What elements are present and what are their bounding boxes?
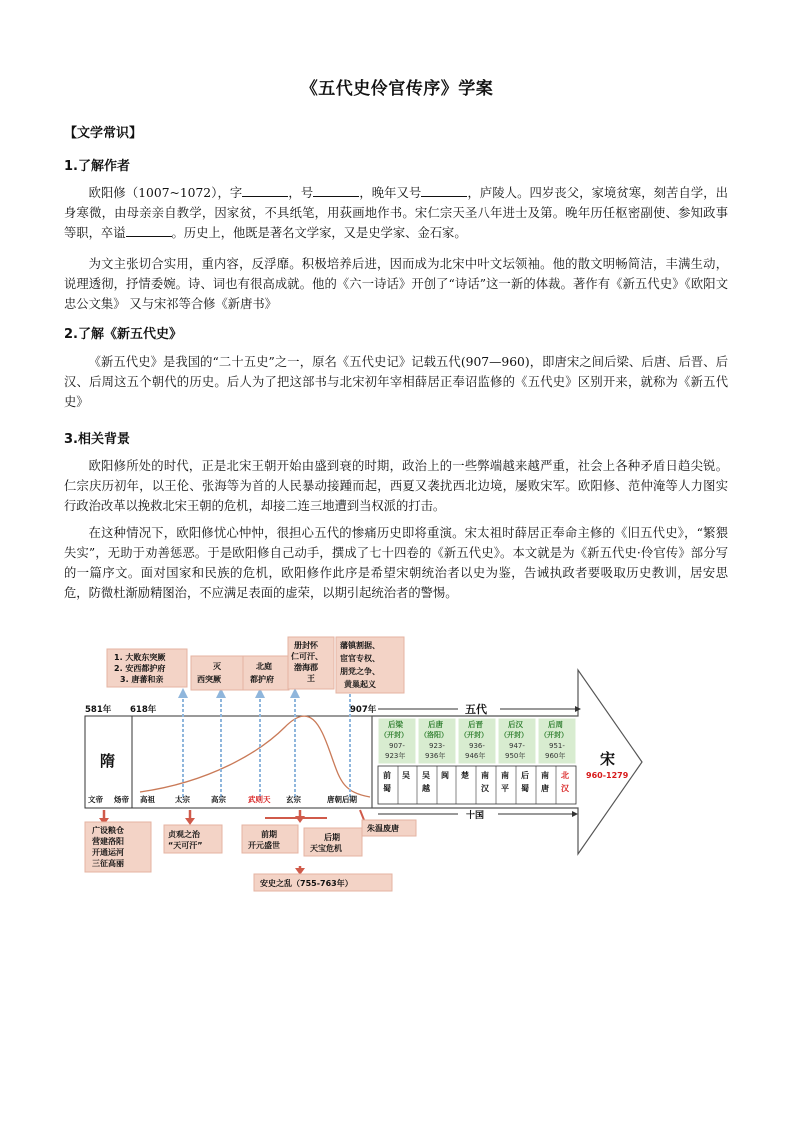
svg-text:天宝危机: 天宝危机 [310, 844, 342, 853]
page-title: 《五代史伶官传序》学案 [300, 79, 494, 99]
svg-text:黄巢起义: 黄巢起义 [344, 680, 376, 689]
section-header: 【文学常识】 [64, 126, 143, 141]
svg-text:朋党之争、: 朋党之争、 [340, 667, 380, 676]
bottom-box-yangdi [85, 822, 151, 872]
song-years: 960-1279 [586, 771, 629, 780]
bottom-box-kaiyuan [242, 825, 298, 853]
svg-text:936-: 936- [469, 742, 485, 750]
svg-text:后晋: 后晋 [468, 720, 483, 729]
kingdom-qianshu-1: 前 [383, 771, 391, 780]
svg-text:后期: 后期 [324, 833, 340, 842]
svg-text:仁可汗、: 仁可汗、 [291, 652, 323, 661]
blank-shi [126, 224, 172, 237]
top-box-late-tang [336, 637, 404, 693]
top-box-taizong [107, 649, 187, 687]
bottom-box-zhuwen [362, 820, 416, 836]
kingdom-nanping-2: 平 [501, 784, 509, 793]
year-907: 907年 [350, 705, 377, 715]
svg-text:960年: 960年 [545, 752, 566, 760]
kingdom-houshu-2: 蜀 [521, 784, 529, 793]
svg-text:都护府: 都护府 [250, 675, 274, 684]
svg-text:营建洛阳: 营建洛阳 [92, 837, 124, 846]
svg-text:923年: 923年 [385, 752, 406, 760]
svg-text:前期: 前期 [261, 830, 277, 839]
svg-text:渤海郡: 渤海郡 [294, 663, 318, 672]
kingdom-nanhan-2: 汉 [481, 784, 489, 793]
dynasty-houtang [418, 718, 456, 764]
bottom-box-anshi [254, 874, 392, 891]
svg-text:（开封）: （开封） [500, 731, 528, 739]
dynasty-houjin [458, 718, 496, 764]
kingdom-houshu-1: 后 [521, 771, 529, 780]
svg-text:后汉: 后汉 [508, 720, 523, 729]
author-paragraph-1: 欧阳修（1007~1072），字 ，号 ，晚年又号 ，庐陵人。四岁丧父，家境贫寒，刻苦自学，出身寒微，由母亲亲自教学，因家贫，不具纸笔，用荻画地作书。宋仁宗天圣八年进士及第。晚年历任枢密副使、参知政事等职，卒谥 。历史上，他既是著名文学家，又是史学家、金石家。 [64, 186, 728, 240]
kingdom-nanping-1: 南 [501, 771, 509, 780]
heading-background: 3.相关背景 [64, 432, 130, 447]
dynasty-houliang [378, 718, 416, 764]
svg-text:936年: 936年 [425, 752, 446, 760]
svg-text:朱温废唐: 朱温废唐 [367, 824, 399, 833]
svg-text:2. 安西都护府: 2. 安西都护府 [114, 664, 166, 673]
svg-text:947-: 947- [509, 742, 525, 750]
top-box-gaozong [191, 656, 243, 690]
svg-text:王: 王 [307, 674, 315, 683]
dynasty-houhan [498, 718, 536, 764]
blank-wanhao [421, 184, 467, 197]
background-paragraph-1: 欧阳修所处的时代，正是北宋王朝开始由盛到衰的时期，政治上的一些弊端越来越严重，社会上各种矛盾日趋尖锐。仁宗庆历初年，以王伦、张海等为首的人民暴动接踵而起，西夏又袭扰西北边境，屡败宋军。欧阳修、范仲淹等人力图实行政治改革以挽救北宋王朝的危机，却接二连三地遭到当权派的打击。 [64, 459, 728, 513]
svg-text:册封怀: 册封怀 [294, 641, 318, 650]
svg-text:946年: 946年 [465, 752, 486, 760]
kingdom-wuyue-2: 越 [422, 784, 430, 793]
blank-zi [242, 184, 288, 197]
svg-text:藩镇割据、: 藩镇割据、 [340, 641, 380, 650]
svg-text:907-: 907- [389, 742, 405, 750]
kingdom-beihan-1: 北 [561, 771, 569, 780]
kingdom-qianshu-2: 蜀 [383, 784, 391, 793]
kingdom-min: 闽 [441, 771, 449, 780]
ruler-wendi: 文帝 [88, 795, 103, 804]
svg-text:灭: 灭 [213, 662, 221, 671]
bottom-box-taizong [164, 825, 222, 853]
blank-hao [313, 184, 359, 197]
kingdom-nanhan-1: 南 [481, 771, 489, 780]
kingdom-chu: 楚 [461, 771, 469, 780]
svg-text:951-: 951- [549, 742, 565, 750]
svg-text:923-: 923- [429, 742, 445, 750]
ruler-taizong: 太宗 [175, 795, 190, 804]
ruler-late-tang: 唐朝后期 [327, 795, 357, 804]
svg-text:开元盛世: 开元盛世 [248, 841, 280, 850]
sui-label: 隋 [100, 752, 116, 770]
kingdom-wuyue-1: 吴 [422, 771, 430, 780]
svg-text:950年: 950年 [505, 752, 526, 760]
dynasty-houzhou [538, 718, 576, 764]
svg-text:（洛阳）: （洛阳） [420, 731, 448, 739]
svg-text:（开封）: （开封） [460, 731, 488, 739]
song-label: 宋 [600, 750, 616, 768]
kingdom-wu: 吴 [402, 771, 410, 780]
svg-text:后梁: 后梁 [388, 720, 403, 729]
svg-text:1. 大败东突厥: 1. 大败东突厥 [114, 653, 166, 662]
ten-kingdoms [378, 766, 576, 804]
svg-text:3. 唐蕃和亲: 3. 唐蕃和亲 [120, 675, 164, 684]
year-581: 581年 [85, 705, 112, 715]
kingdom-beihan-2: 汉 [561, 784, 569, 793]
ruler-yangdi: 炀帝 [114, 795, 129, 804]
svg-text:广设粮仓: 广设粮仓 [92, 826, 124, 835]
shiguo-label: 十国 [466, 811, 485, 821]
svg-text:后周: 后周 [548, 720, 563, 729]
svg-text:（开封）: （开封） [540, 731, 568, 739]
svg-text:贞观之治: 贞观之治 [168, 830, 200, 839]
wudai-label: 五代 [465, 703, 487, 716]
kingdom-nantang-2: 唐 [541, 784, 549, 793]
svg-text:三征高丽: 三征高丽 [92, 859, 124, 868]
svg-text:（开封）: （开封） [380, 731, 408, 739]
svg-text:宦官专权、: 宦官专权、 [340, 654, 380, 663]
ruler-wuzetian: 武则天 [248, 795, 271, 804]
top-box-wuzetian [243, 656, 289, 690]
year-618: 618年 [130, 705, 157, 715]
svg-text:开通运河: 开通运河 [92, 848, 124, 857]
background-paragraph-2: 在这种情况下，欧阳修忧心忡忡，很担心五代的惨痛历史即将重演。宋太祖时薛居正奉命主修的《旧五代史》，“繁猥失实”，无助于劝善惩恶。于是欧阳修自己动手，撰成了七十四卷的《新五代史》。本文就是为《新五代史·伶官传》部分写的一篇序文。面对国家和民族的危机，欧阳修作此序是希望宋朝统治者以史为鉴，告诫执政者要吸取历史教训，居安思危，防微杜渐励精图治，不应满足表面的虚荣，以期引起统治者的警惕。 [64, 526, 728, 600]
svg-text:后唐: 后唐 [428, 720, 443, 729]
heading-book: 2.了解《新五代史》 [64, 327, 182, 342]
history-timeline-diagram [80, 632, 720, 897]
heading-author: 1.了解作者 [64, 159, 130, 174]
svg-text:安史之乱（755-763年）: 安史之乱（755-763年） [260, 879, 353, 888]
bottom-box-tianbao [304, 828, 362, 856]
svg-text:西突厥: 西突厥 [197, 675, 221, 684]
ruler-xuanzong: 玄宗 [286, 795, 301, 804]
ruler-gaozong: 高宗 [211, 795, 226, 804]
svg-text:“天可汗”: “天可汗” [168, 841, 203, 850]
kingdom-nantang-1: 南 [541, 771, 549, 780]
author-paragraph-2: 为文主张切合实用，重内容，反浮靡。积极培养后进，因而成为北宋中叶文坛领袖。他的散文明畅简洁，丰满生动，说理透彻，抒情委婉。诗、词也有很高成就。他的《六一诗话》开创了“诗话”这一新的体裁。著作有《新五代史》《欧阳文忠公文集》 又与宋祁等合修《新唐书》 [64, 257, 728, 311]
svg-text:北庭: 北庭 [256, 662, 272, 671]
book-paragraph: 《新五代史》是我国的“二十五史”之一，原名《五代史记》记载五代(907—960)，即唐宋之间后梁、后唐、后晋、后汉、后周这五个朝代的历史。后人为了把这部书与北宋初年宰相薛居正奉诏监修的《五代史》区别开来，就称为《新五代史》 [64, 355, 728, 409]
top-box-xuanzong [288, 637, 334, 689]
five-dynasties [378, 718, 576, 764]
ruler-gaozu: 高祖 [140, 795, 155, 804]
